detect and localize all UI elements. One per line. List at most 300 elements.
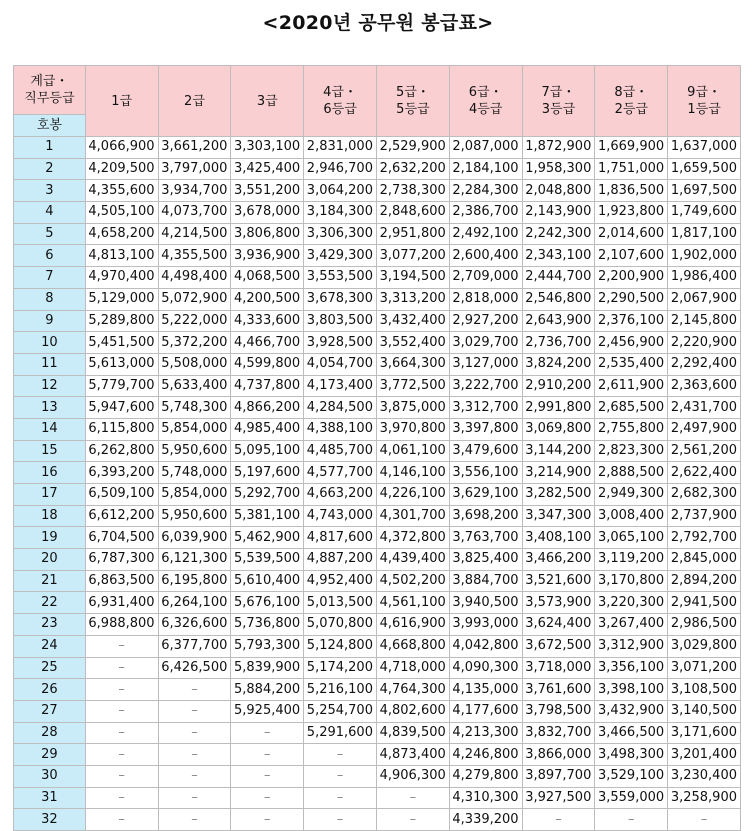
hobong-cell: 22: [14, 592, 86, 614]
hobong-cell: 6: [14, 245, 86, 267]
grade-sublabel: 5등급: [396, 102, 430, 117]
salary-cell: 3,408,100: [522, 527, 595, 549]
salary-cell: –: [85, 787, 158, 809]
salary-cell: 6,612,200: [85, 505, 158, 527]
grade-sublabel: 2등급: [614, 102, 648, 117]
salary-cell: 2,632,200: [376, 158, 449, 180]
salary-cell: 3,119,200: [595, 549, 668, 571]
salary-cell: 3,398,100: [595, 679, 668, 701]
salary-cell: –: [231, 787, 304, 809]
salary-cell: 5,610,400: [231, 570, 304, 592]
hobong-cell: 17: [14, 484, 86, 506]
salary-cell: –: [304, 744, 377, 766]
hobong-cell: 2: [14, 158, 86, 180]
salary-cell: 3,267,400: [595, 614, 668, 636]
salary-cell: 5,070,800: [304, 614, 377, 636]
salary-cell: 4,339,200: [449, 809, 522, 831]
table-row: [14, 787, 741, 809]
salary-cell: 4,173,400: [304, 375, 377, 397]
table-row: [14, 765, 741, 787]
salary-cell: 3,064,200: [304, 180, 377, 202]
table-row: [14, 137, 741, 159]
salary-cell: 3,761,600: [522, 679, 595, 701]
salary-cell: 3,927,500: [522, 787, 595, 809]
hobong-cell: 28: [14, 722, 86, 744]
salary-cell: 6,326,600: [158, 614, 231, 636]
grade-sublabel: 1등급: [687, 102, 721, 117]
salary-cell: 5,839,900: [231, 657, 304, 679]
grade-sublabel: 6등급: [323, 102, 357, 117]
table-row: [14, 440, 741, 462]
salary-cell: 5,793,300: [231, 635, 304, 657]
table-row: [14, 809, 741, 831]
salary-cell: 2,600,400: [449, 245, 522, 267]
salary-cell: 4,873,400: [376, 744, 449, 766]
salary-cell: 3,108,500: [668, 679, 741, 701]
salary-cell: 4,177,600: [449, 700, 522, 722]
salary-cell: 4,135,000: [449, 679, 522, 701]
salary-cell: –: [158, 722, 231, 744]
salary-cell: 4,887,200: [304, 549, 377, 571]
salary-cell: 5,291,600: [304, 722, 377, 744]
salary-cell: 3,884,700: [449, 570, 522, 592]
salary-cell: 2,848,600: [376, 202, 449, 224]
salary-cell: 6,393,200: [85, 462, 158, 484]
salary-cell: 6,121,300: [158, 549, 231, 571]
salary-cell: 3,529,100: [595, 765, 668, 787]
salary-cell: 5,613,000: [85, 353, 158, 375]
grade-label: 4급・: [323, 85, 357, 100]
salary-cell: 3,970,800: [376, 418, 449, 440]
salary-cell: 3,678,000: [231, 202, 304, 224]
salary-cell: 3,763,700: [449, 527, 522, 549]
salary-cell: 4,226,100: [376, 484, 449, 506]
salary-cell: 3,573,900: [522, 592, 595, 614]
table-row: [14, 418, 741, 440]
salary-cell: 3,029,800: [668, 635, 741, 657]
salary-cell: 2,067,900: [668, 288, 741, 310]
table-row: [14, 397, 741, 419]
grade-header: [668, 66, 741, 137]
table-row: [14, 549, 741, 571]
salary-cell: 2,220,900: [668, 332, 741, 354]
salary-cell: –: [158, 700, 231, 722]
hobong-cell: 3: [14, 180, 86, 202]
salary-cell: 3,866,000: [522, 744, 595, 766]
salary-cell: 4,284,500: [304, 397, 377, 419]
salary-cell: 4,970,400: [85, 267, 158, 289]
salary-cell: 5,947,600: [85, 397, 158, 419]
salary-cell: 6,195,800: [158, 570, 231, 592]
salary-cell: 3,825,400: [449, 549, 522, 571]
salary-cell: 2,951,800: [376, 223, 449, 245]
grade-label: 1급: [111, 93, 133, 109]
salary-cell: 2,087,000: [449, 137, 522, 159]
salary-cell: –: [158, 679, 231, 701]
salary-cell: 4,502,200: [376, 570, 449, 592]
salary-cell: 2,444,700: [522, 267, 595, 289]
salary-cell: 3,071,200: [668, 657, 741, 679]
salary-cell: 4,388,100: [304, 418, 377, 440]
salary-cell: 4,561,100: [376, 592, 449, 614]
salary-cell: 3,144,200: [522, 440, 595, 462]
salary-cell: 4,668,800: [376, 635, 449, 657]
salary-cell: 2,823,300: [595, 440, 668, 462]
salary-cell: 1,751,000: [595, 158, 668, 180]
salary-cell: 6,988,800: [85, 614, 158, 636]
grade-label: 7급・: [541, 85, 576, 100]
salary-cell: 1,986,400: [668, 267, 741, 289]
salary-cell: 6,509,100: [85, 484, 158, 506]
salary-cell: 4,073,700: [158, 202, 231, 224]
hobong-cell: 11: [14, 353, 86, 375]
salary-cell: 4,616,900: [376, 614, 449, 636]
salary-cell: 4,333,600: [231, 310, 304, 332]
salary-cell: 1,817,100: [668, 223, 741, 245]
salary-cell: 4,813,100: [85, 245, 158, 267]
salary-cell: –: [304, 787, 377, 809]
salary-cell: 2,910,200: [522, 375, 595, 397]
salary-cell: 5,508,000: [158, 353, 231, 375]
salary-cell: 3,624,400: [522, 614, 595, 636]
grade-header: [85, 66, 158, 137]
salary-cell: 2,818,000: [449, 288, 522, 310]
salary-cell: 1,902,000: [668, 245, 741, 267]
salary-cell: 2,546,800: [522, 288, 595, 310]
salary-cell: 3,772,500: [376, 375, 449, 397]
table-row: [14, 700, 741, 722]
table-row: [14, 527, 741, 549]
salary-cell: 2,529,900: [376, 137, 449, 159]
salary-cell: 4,764,300: [376, 679, 449, 701]
salary-cell: 3,629,100: [449, 484, 522, 506]
hobong-cell: 8: [14, 288, 86, 310]
hobong-cell: 13: [14, 397, 86, 419]
salary-cell: –: [85, 635, 158, 657]
salary-cell: 3,498,300: [595, 744, 668, 766]
salary-cell: 4,817,600: [304, 527, 377, 549]
salary-cell: 5,925,400: [231, 700, 304, 722]
hobong-cell: 32: [14, 809, 86, 831]
salary-cell: 3,432,900: [595, 700, 668, 722]
salary-cell: 3,521,600: [522, 570, 595, 592]
salary-cell: 2,242,300: [522, 223, 595, 245]
salary-cell: 3,698,200: [449, 505, 522, 527]
salary-cell: 2,737,900: [668, 505, 741, 527]
hobong-cell: 25: [14, 657, 86, 679]
hobong-cell: 7: [14, 267, 86, 289]
salary-cell: 4,246,800: [449, 744, 522, 766]
salary-cell: 3,312,700: [449, 397, 522, 419]
salary-cell: 5,451,500: [85, 332, 158, 354]
salary-cell: 3,832,700: [522, 722, 595, 744]
salary-cell: 2,145,800: [668, 310, 741, 332]
salary-cell: –: [85, 679, 158, 701]
salary-cell: 3,479,600: [449, 440, 522, 462]
salary-cell: 3,356,100: [595, 657, 668, 679]
salary-cell: 3,306,300: [304, 223, 377, 245]
salary-cell: 3,313,200: [376, 288, 449, 310]
hobong-cell: 5: [14, 223, 86, 245]
table-body: [14, 137, 741, 831]
salary-cell: 6,704,500: [85, 527, 158, 549]
salary-cell: 6,426,500: [158, 657, 231, 679]
salary-cell: 5,254,700: [304, 700, 377, 722]
salary-cell: 4,663,200: [304, 484, 377, 506]
table-row: [14, 267, 741, 289]
salary-cell: 3,559,000: [595, 787, 668, 809]
salary-cell: 5,462,900: [231, 527, 304, 549]
salary-cell: –: [231, 765, 304, 787]
salary-cell: 5,748,000: [158, 462, 231, 484]
salary-cell: 4,439,400: [376, 549, 449, 571]
salary-cell: 2,845,000: [668, 549, 741, 571]
salary-cell: 2,894,200: [668, 570, 741, 592]
salary-cell: 2,492,100: [449, 223, 522, 245]
hobong-cell: 9: [14, 310, 86, 332]
salary-cell: 2,622,400: [668, 462, 741, 484]
table-row: [14, 614, 741, 636]
salary-cell: 3,466,500: [595, 722, 668, 744]
salary-cell: 4,279,800: [449, 765, 522, 787]
salary-cell: 2,738,300: [376, 180, 449, 202]
table-row: [14, 375, 741, 397]
hobong-cell: 12: [14, 375, 86, 397]
salary-cell: 3,127,000: [449, 353, 522, 375]
salary-cell: 3,201,400: [668, 744, 741, 766]
salary-cell: 2,497,900: [668, 418, 741, 440]
salary-cell: 2,991,800: [522, 397, 595, 419]
table-row: [14, 245, 741, 267]
salary-cell: 2,643,900: [522, 310, 595, 332]
salary-cell: –: [231, 744, 304, 766]
grade-label: 6급・: [468, 85, 503, 100]
salary-cell: 5,095,100: [231, 440, 304, 462]
table-row: [14, 310, 741, 332]
salary-cell: –: [85, 744, 158, 766]
salary-cell: 3,184,300: [304, 202, 377, 224]
salary-cell: 5,854,000: [158, 418, 231, 440]
salary-cell: 3,934,700: [158, 180, 231, 202]
table-row: [14, 332, 741, 354]
salary-cell: –: [595, 809, 668, 831]
salary-cell: 4,042,800: [449, 635, 522, 657]
salary-cell: 5,292,700: [231, 484, 304, 506]
salary-cell: 4,505,100: [85, 202, 158, 224]
salary-cell: 5,779,700: [85, 375, 158, 397]
salary-cell: 4,054,700: [304, 353, 377, 375]
grade-sublabel: 3등급: [541, 102, 576, 117]
salary-cell: 3,797,000: [158, 158, 231, 180]
salary-cell: 3,425,400: [231, 158, 304, 180]
salary-cell: 6,931,400: [85, 592, 158, 614]
grade-label: 2급: [184, 93, 205, 109]
salary-cell: 4,985,400: [231, 418, 304, 440]
hobong-cell: 15: [14, 440, 86, 462]
salary-cell: 4,577,700: [304, 462, 377, 484]
salary-cell: –: [304, 809, 377, 831]
salary-cell: 1,637,000: [668, 137, 741, 159]
hobong-cell: 10: [14, 332, 86, 354]
salary-cell: 4,743,000: [304, 505, 377, 527]
salary-cell: 3,282,500: [522, 484, 595, 506]
salary-cell: 4,209,500: [85, 158, 158, 180]
salary-cell: 4,146,100: [376, 462, 449, 484]
salary-cell: –: [158, 744, 231, 766]
salary-cell: 4,906,300: [376, 765, 449, 787]
hobong-header: 호봉: [14, 115, 86, 137]
salary-cell: 4,061,100: [376, 440, 449, 462]
hobong-cell: 4: [14, 202, 86, 224]
salary-cell: 4,466,700: [231, 332, 304, 354]
salary-cell: 2,376,100: [595, 310, 668, 332]
salary-cell: 5,216,100: [304, 679, 377, 701]
salary-cell: 5,129,000: [85, 288, 158, 310]
salary-cell: 5,633,400: [158, 375, 231, 397]
salary-cell: 3,303,100: [231, 137, 304, 159]
salary-cell: 4,301,700: [376, 505, 449, 527]
salary-cell: 5,539,500: [231, 549, 304, 571]
salary-cell: 5,197,600: [231, 462, 304, 484]
salary-cell: 3,940,500: [449, 592, 522, 614]
salary-cell: 2,048,800: [522, 180, 595, 202]
hobong-cell: 29: [14, 744, 86, 766]
table-row: [14, 592, 741, 614]
salary-cell: 2,363,600: [668, 375, 741, 397]
salary-cell: –: [231, 722, 304, 744]
salary-cell: –: [85, 722, 158, 744]
table-row: [14, 202, 741, 224]
salary-cell: 5,950,600: [158, 440, 231, 462]
salary-cell: 4,214,500: [158, 223, 231, 245]
grade-header: [304, 66, 377, 137]
grade-header: [231, 66, 304, 137]
salary-cell: –: [158, 787, 231, 809]
salary-cell: 5,013,500: [304, 592, 377, 614]
table-row: [14, 505, 741, 527]
salary-cell: 3,897,700: [522, 765, 595, 787]
hobong-cell: 20: [14, 549, 86, 571]
hobong-cell: 23: [14, 614, 86, 636]
hobong-cell: 16: [14, 462, 86, 484]
salary-cell: 3,803,500: [304, 310, 377, 332]
salary-cell: 2,888,500: [595, 462, 668, 484]
salary-cell: 2,941,500: [668, 592, 741, 614]
salary-cell: 3,551,200: [231, 180, 304, 202]
salary-cell: 6,863,500: [85, 570, 158, 592]
salary-cell: 2,431,700: [668, 397, 741, 419]
salary-cell: 3,718,000: [522, 657, 595, 679]
salary-cell: 5,854,000: [158, 484, 231, 506]
salary-cell: 3,936,900: [231, 245, 304, 267]
salary-cell: 2,927,200: [449, 310, 522, 332]
hobong-cell: 1: [14, 137, 86, 159]
salary-cell: 4,066,900: [85, 137, 158, 159]
salary-cell: 4,802,600: [376, 700, 449, 722]
salary-cell: 5,174,200: [304, 657, 377, 679]
salary-cell: 2,343,100: [522, 245, 595, 267]
salary-cell: 4,866,200: [231, 397, 304, 419]
salary-cell: 4,213,300: [449, 722, 522, 744]
salary-cell: 3,556,100: [449, 462, 522, 484]
salary-cell: 3,553,500: [304, 267, 377, 289]
salary-cell: 2,535,400: [595, 353, 668, 375]
salary-cell: 2,611,900: [595, 375, 668, 397]
grade-label: 5급・: [395, 85, 430, 100]
salary-cell: 1,872,900: [522, 137, 595, 159]
salary-cell: 3,806,800: [231, 223, 304, 245]
salary-cell: –: [85, 809, 158, 831]
salary-cell: 2,386,700: [449, 202, 522, 224]
salary-cell: 5,950,600: [158, 505, 231, 527]
salary-cell: 2,456,900: [595, 332, 668, 354]
salary-cell: 1,749,600: [668, 202, 741, 224]
hobong-cell: 18: [14, 505, 86, 527]
salary-cell: 3,222,700: [449, 375, 522, 397]
salary-cell: 2,831,000: [304, 137, 377, 159]
salary-cell: –: [376, 787, 449, 809]
salary-cell: 3,875,000: [376, 397, 449, 419]
hobong-cell: 24: [14, 635, 86, 657]
table-row: [14, 679, 741, 701]
salary-cell: 3,678,300: [304, 288, 377, 310]
salary-cell: 6,262,800: [85, 440, 158, 462]
salary-cell: 2,792,700: [668, 527, 741, 549]
grade-sublabel: 4등급: [468, 102, 503, 117]
salary-cell: 2,685,500: [595, 397, 668, 419]
salary-cell: 2,949,300: [595, 484, 668, 506]
table-row: [14, 744, 741, 766]
grade-label: 9급・: [687, 85, 721, 100]
table-header: [14, 66, 741, 137]
salary-cell: 6,264,100: [158, 592, 231, 614]
grade-header: [158, 66, 231, 137]
salary-cell: 2,292,400: [668, 353, 741, 375]
table-row: [14, 635, 741, 657]
table-row: [14, 288, 741, 310]
salary-cell: 6,787,300: [85, 549, 158, 571]
salary-cell: 3,664,300: [376, 353, 449, 375]
table-row: [14, 722, 741, 744]
salary-cell: 3,798,500: [522, 700, 595, 722]
corner-line-1: 계급・: [30, 74, 69, 89]
salary-cell: 3,552,400: [376, 332, 449, 354]
salary-cell: 3,312,900: [595, 635, 668, 657]
salary-cell: 2,200,900: [595, 267, 668, 289]
salary-cell: 4,952,400: [304, 570, 377, 592]
salary-cell: 4,498,400: [158, 267, 231, 289]
salary-cell: 3,661,200: [158, 137, 231, 159]
grade-label: 8급・: [614, 85, 649, 100]
corner-header: [14, 66, 86, 115]
salary-cell: 4,658,200: [85, 223, 158, 245]
salary-cell: 3,347,300: [522, 505, 595, 527]
salary-cell: 3,065,100: [595, 527, 668, 549]
table-row: [14, 462, 741, 484]
salary-cell: –: [522, 809, 595, 831]
salary-cell: 4,718,000: [376, 657, 449, 679]
salary-cell: 1,836,500: [595, 180, 668, 202]
salary-cell: 3,928,500: [304, 332, 377, 354]
grade-header: [522, 66, 595, 137]
salary-cell: 4,839,500: [376, 722, 449, 744]
salary-cell: 3,258,900: [668, 787, 741, 809]
salary-cell: 2,184,100: [449, 158, 522, 180]
salary-cell: 4,090,300: [449, 657, 522, 679]
salary-cell: 2,107,600: [595, 245, 668, 267]
corner-line-2: 직무등급: [24, 91, 75, 106]
salary-cell: 2,709,000: [449, 267, 522, 289]
